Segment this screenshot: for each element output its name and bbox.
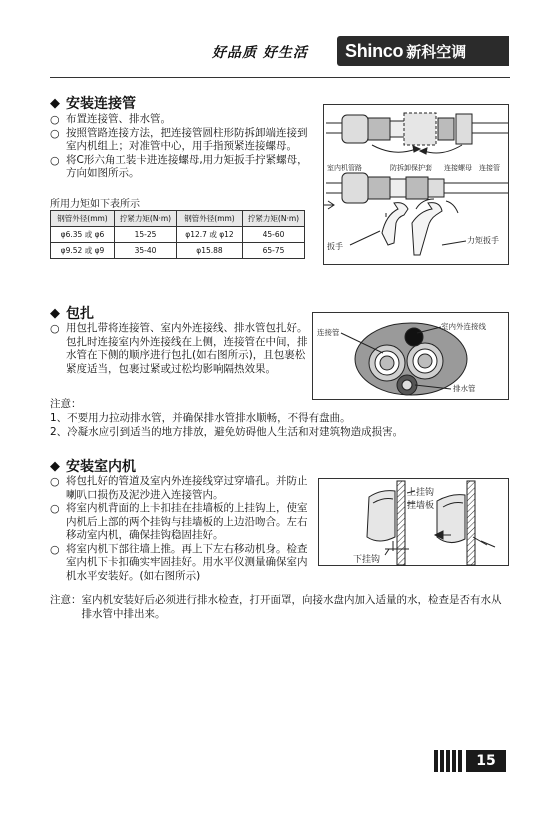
- label-connect-pipe: 连接管: [317, 328, 340, 337]
- list-item: ○ 将C形六角工装卡进连接螺母,用力矩扳手拧紧螺母，方向如图所示。: [50, 153, 308, 179]
- list-item: ○ 按照管路连接方法，把连接管圆柱形防拆卸端连接到室内机组上；对准管中心，用手指预紧连接螺母。: [50, 126, 308, 152]
- torque-caption: 所用力矩如下表所示: [50, 199, 140, 210]
- label-protect-sleeve: 防拆卸保护套: [390, 164, 432, 172]
- label-connect-pipe: 连接管: [479, 164, 500, 172]
- circle-bullet-icon: ○: [50, 475, 60, 488]
- section2-notes: [50, 397, 510, 439]
- note-item: 1、不要用力拉动排水管，并确保排水管排水顺畅，不得有盘曲。: [50, 412, 351, 424]
- diamond-icon: ◆: [50, 458, 60, 474]
- torque-table: [50, 210, 305, 259]
- section1-list: [50, 113, 310, 181]
- label-drain-pipe: 排水管: [453, 384, 476, 393]
- section-title-connect-pipe: [50, 93, 136, 113]
- list-item: ○ 将包扎好的管道及室内外连接线穿过穿墙孔。并防止喇叭口损伤及泥沙进入连接管内。: [50, 475, 308, 501]
- figure-pipe-connection: [323, 104, 509, 265]
- table-row: φ6.35 或 φ6 15-25 φ12.7 或 φ12 45-60: [51, 227, 305, 243]
- circle-bullet-icon: ○: [50, 322, 60, 335]
- label-lower-hook: 下挂钩: [353, 555, 381, 565]
- figure-wrapping: [312, 312, 509, 400]
- label-wrench: 扳手: [327, 242, 343, 251]
- list-item: ○ 将室内机背面的上卡扣挂在挂墙板的上挂钩上，使室内机后上部的两个挂钩与挂墙板的上边沿吻合。左右移动室内机，确保挂钩稳固挂好。: [50, 502, 308, 541]
- circle-bullet-icon: ○: [50, 113, 60, 126]
- circle-bullet-icon: ○: [50, 126, 60, 140]
- note-title: 注意：: [50, 398, 82, 410]
- section3-list: [50, 475, 312, 583]
- diamond-icon: ◆: [50, 95, 60, 111]
- page-number-bar: [434, 750, 506, 772]
- page-number: 15: [466, 750, 506, 772]
- header-rule: [50, 77, 510, 78]
- circle-bullet-icon: ○: [50, 153, 60, 167]
- figure-indoor-unit: [318, 478, 509, 566]
- final-note: [50, 593, 510, 621]
- table-row: φ9.52 或 φ9 35-40 φ15.88 65-75: [51, 243, 305, 259]
- list-item: ○ 用包扎带将连接管、室内外连接线、排水管包扎好。包扎时连接室内外连接线在上侧，连接管在中间，排水管在下侧的顺序进行包扎(如右图所示)，且包裹松紧度适当，包裹过紧或过松均影响隔热效果。: [50, 322, 308, 375]
- final-note-title: 注意：: [50, 594, 82, 606]
- table-header-row: 钢管外径(mm) 拧紧力矩(N·m) 钢管外径(mm) 拧紧力矩(N·m): [51, 211, 305, 227]
- label-indoor-pipe: 室内机管路: [327, 164, 362, 172]
- label-connect-nut: 连接螺母: [444, 164, 472, 172]
- list-item: ○ 布置连接管、排水管。: [50, 113, 171, 126]
- note-item: 2、冷凝水应引到适当的地方排放，避免妨碍他人生活和对建筑物造成损害。: [50, 426, 404, 438]
- brand-name-cn: 新科空调: [406, 42, 467, 61]
- label-torque-wrench: 力矩扳手: [467, 236, 499, 245]
- list-item: ○ 将室内机下部往墙上推。再上下左右移动机身。检查室内机下卡扣确实牢固挂好。用水平仪测量确保室内机水平安装好。(如右图所示): [50, 542, 308, 582]
- header-slogan: 好品质 好生活: [212, 45, 308, 61]
- section-title-text: 包扎: [66, 306, 94, 322]
- circle-bullet-icon: ○: [50, 502, 60, 515]
- torque-table-wrap: [50, 210, 305, 259]
- section-title-install-indoor: [50, 456, 136, 476]
- diamond-icon: ◆: [50, 305, 60, 321]
- brand-logo: Shinco: [345, 40, 404, 61]
- circle-bullet-icon: ○: [50, 542, 60, 556]
- section-title-text: 安装连接管: [66, 96, 136, 112]
- label-connect-wire: 室内外连接线: [441, 322, 486, 331]
- brand-banner: [337, 36, 509, 66]
- label-wall-plate: 挂墙板: [407, 501, 435, 511]
- section-title-text: 安装室内机: [66, 459, 136, 475]
- section2-list: [50, 322, 308, 376]
- final-note-text: 室内机安装好后必须进行排水检查，打开面罩，向接水盘内加入适量的水，检查是否有水从排水管中排出来。: [81, 594, 502, 620]
- label-upper-hook: 上挂钩: [407, 488, 435, 498]
- section-title-wrap: [50, 303, 94, 323]
